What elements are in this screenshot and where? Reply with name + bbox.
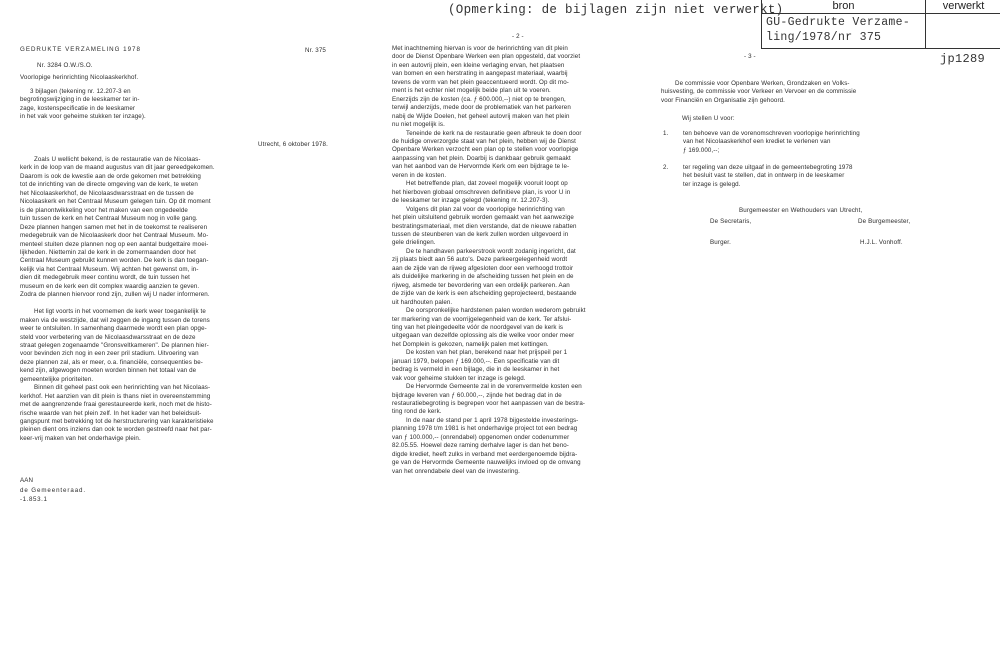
body-line: digde krediet, heeft zulks in verband met eerdergenoemde bijdra-	[392, 450, 578, 458]
page3-page-number: - 3 -	[744, 53, 756, 60]
page3-signoff: Burgemeester en Wethouders van Utrecht,	[739, 207, 863, 214]
page1-date: Utrecht, 6 oktober 1978.	[258, 141, 328, 148]
body-line: in een autovrij plein, een kleine verlaging ervan, het plaatsen	[392, 61, 565, 69]
body-line: weer te ontsluiten. In samenhang daarmede wordt een plan opge-	[20, 325, 207, 333]
body-line: medegebruik van de Nicolaaskerk door het Centraal Museum. Mo-	[20, 232, 209, 240]
body-line: straat gelegen zogenaamde "Gronsveltkameren". De plannen hier-	[20, 341, 209, 349]
body-line: tuin tussen de kerk en het Centraal Museum nog in volle gang.	[20, 215, 198, 223]
body-line: 82.05.55. Hoewel deze raming derhalve lager is dan het beno-	[392, 442, 569, 450]
item-line: ten behoeve van de vorenomschreven voorlopige herinrichting	[683, 130, 860, 137]
page2-page-number: - 2 -	[512, 33, 524, 40]
attachment-line: 3 bijlagen (tekening nr. 12.207-3 en	[30, 88, 131, 95]
body-line: ting van het pleingedeelte vóór de noordgevel van de kerk is	[392, 323, 564, 331]
page1-reference: Nr. 3284 O.W./S.O.	[37, 62, 93, 69]
body-line: tussen de steunberen van de kerk zullen worden uitgevoerd in	[392, 230, 569, 238]
body-line: dien dit medegebruik meer continu wordt, de tuin tussen het	[20, 274, 190, 282]
body-line: In de naar de stand per 1 april 1978 bijgestelde investerings-	[406, 416, 579, 424]
stamp-source-line1: GU-Gedrukte Verzame-	[766, 16, 911, 29]
page1-body	[20, 156, 215, 443]
page3-propose: Wij stellen U voor:	[682, 115, 735, 122]
addressee-line: AAN	[20, 477, 34, 484]
body-line: uit hardhouten palen.	[392, 298, 453, 306]
body-line: Nicolaaskerk en het Centraal Museum gelegen tuin. Op dit moment	[20, 198, 211, 206]
body-line: planning 1978 t/m 1981 is het onderhavige project tot een bedrag	[392, 425, 578, 433]
body-line: met de aangrenzende fraai gerestaureerde kerk, noch met de histo-	[20, 401, 212, 409]
body-line	[20, 300, 215, 308]
body-line: januari 1979, belopen ƒ 169.000,--. Een specificatie van dit	[392, 357, 560, 365]
addressee-line: de Gemeenteraad.	[20, 486, 86, 494]
body-line: menteel stuiten deze plannen nog op een aantal budgettaire moei-	[20, 240, 209, 248]
page1-addressee	[20, 476, 86, 505]
body-line: tot de inrichting van de directe omgeving van de kerk, te weten	[20, 181, 198, 189]
body-line: gangspunt met betrekking tot de herstructurering van karakteristieke	[20, 418, 214, 426]
body-line: lijkheden. Niettemin zal de kerk in de zomermaanden door het	[20, 248, 196, 256]
body-line: aanpassing van het plein. Doarbij is dankbaar gebruik gemaakt	[392, 154, 571, 162]
body-line: gemeentelijke prioriteiten.	[20, 375, 94, 383]
body-line: Het ligt voorts in het voornemen de kerk weer toegankelijk te	[34, 308, 206, 316]
intro-line: De commissie voor Openbare Werken, Grondzaken en Volks-	[675, 80, 850, 87]
body-line: kerkhof. Het aanzien van dit plein is thans niet in overeenstemming	[20, 392, 211, 400]
body-line: het Nicolaaskerkhof, de Nicolaasdwarsstraat en de tussen de	[20, 189, 194, 197]
body-line: de zijde van de kerk is een afscheiding geprojecteerd, bestaande	[392, 290, 577, 298]
intro-line: huisvesting, de commissie voor Verkeer en Vervoer en de commissie	[661, 88, 857, 96]
stamp-processed-code: jp1289	[940, 52, 986, 66]
body-line: steld voor verbetering van de Nicolaasdwarsstraat en de deze	[20, 333, 196, 341]
page3-item-2	[663, 164, 853, 189]
item-line: ter inzage is gelegd.	[683, 180, 741, 188]
page3-secretary-name: Burger.	[710, 239, 731, 246]
page3-secretary-label: De Secretaris,	[710, 218, 752, 225]
body-line: ment is het echter niet mogelijk beide plan uit te voeren.	[392, 87, 551, 95]
body-line: het plein uitsluitend gebruik worden gemaakt van het aanwezige	[392, 214, 574, 222]
body-line: Deze plannen hangen samen met het in de toekomst te realiseren	[20, 223, 208, 231]
body-line: restauratiebegroting is begrepen voor het aanpassen van de bestra-	[392, 400, 586, 408]
body-line: bedrag is vermeld in een bijlage, die in de leeskamer in het	[392, 366, 560, 374]
body-line: De te handhaven parkeerstrook wordt zodanig ingericht, dat	[406, 247, 576, 255]
body-line: kelijk via het Centraal Museum. Wij achten het gewenst om, in-	[20, 265, 199, 273]
body-line: Zodra de plannen hiervoor rond zijn, zullen wij U nader informeren.	[20, 291, 210, 299]
body-line: ting rond de kerk.	[392, 408, 442, 416]
body-line: Teneinde de kerk na de restauratie geen afbreuk te doen door	[406, 129, 582, 137]
page1-title: GEDRUKTE VERZAMELING 1978	[20, 46, 141, 53]
body-line: het hierboven globaal omschreven definitieve plan, is voor U in	[392, 188, 571, 196]
body-line: kend zijn, afgewogen moeten worden binnen het totaal van de	[20, 367, 197, 375]
body-line: zij plaats biedt aan 56 auto's. Deze parkeergelegenheid wordt	[392, 256, 568, 264]
body-line: veren in de kosten.	[392, 171, 447, 179]
body-line: van ƒ 100.000,-- (onrendabel) opgenomen onder codenummer	[392, 433, 570, 441]
body-line: De kosten van het plan, berekend naar het prijspeil per 1	[406, 349, 568, 357]
item-line: ƒ 169.000,--;	[683, 146, 720, 154]
body-line: nu niet mogelijk is.	[392, 121, 445, 129]
page3-intro	[661, 80, 856, 105]
body-line: door de Dienst Openbare Werken een plan opgesteld, dat voorziet	[392, 53, 581, 61]
body-line: van het onrendabele deel van de investering.	[392, 467, 520, 475]
body-line: is de planontwikkeling voor het maken van een ongedeelde	[20, 206, 188, 214]
page3-item-1	[663, 130, 860, 155]
body-line: gele drielingen.	[392, 239, 436, 247]
body-line: De oorspronkelijke hardstenen palen worden wederom gebruikt	[406, 307, 586, 315]
page1-attachments	[20, 88, 146, 122]
body-line: uitgegaan van dezelfde oplossing als die welke voor onder meer	[392, 332, 575, 340]
body-line: maken via de westzijde, dat wil zeggen de ingang tussen de torens	[20, 316, 210, 324]
body-line: van bomen en een herstrating in aangepast materiaal, waarbij	[392, 70, 568, 78]
item-line: het besluit vast te stellen, dat in ontwerp in de leeskamer	[683, 172, 845, 180]
stamp-source-line2: ling/1978/nr 375	[766, 31, 882, 44]
body-line: Binnen dit geheel past ook een herinrichting van het Nicolaas-	[34, 384, 211, 392]
page1-subject: Voorlopige herinrichting Nicolaaskerkhof.	[20, 74, 139, 81]
item-line: ter regeling van deze uitgaaf in de gemeentebegroting 1978	[683, 164, 853, 171]
body-line: kerk in de loop van de maand augustus van dit jaar gereedgekomen.	[20, 164, 215, 172]
attachment-line: begrotingswijziging in de leeskamer ter in-	[20, 96, 140, 104]
body-line: Enerzijds zijn de kosten (ca. ƒ 600.000,--) niet op te brengen,	[392, 95, 566, 103]
page1-number: Nr. 375	[305, 47, 326, 54]
body-line: Daarom is ook de kwestie aan de orde gekomen met betrekking	[20, 172, 201, 180]
stamp-header-divider	[762, 13, 1000, 14]
body-line: aan de zijde van de rijweg afgesloten door een verhoogd trottoir	[392, 264, 574, 272]
page3-mayor-name: H.J.L. Vonhoff.	[860, 239, 903, 246]
body-line: Centraal Museum gebruikt kunnen worden. De kerk is dan toegan-	[20, 257, 209, 265]
body-line: De Hervormde Gemeente zal in de vorenvermelde kosten een	[406, 383, 582, 391]
source-stamp-box	[761, 0, 1000, 49]
body-line: de leeskamer ter inzage gelegd (tekening nr. 12.207-3).	[392, 197, 550, 205]
body-line: ge van de Hervormde Gemeente nauwelijks invloed op de omvang	[392, 459, 581, 467]
body-line: voor bevinden zich nog in een zeer pril stadium. Uitvoering van	[20, 350, 199, 358]
item-number: 2.	[663, 164, 669, 171]
body-line: rijweg, alsmede ter bevordering van een ordelijk parkeren. Aan	[392, 281, 570, 289]
body-line: als duidelijke markering in de afscheiding tussen het plein en de	[392, 273, 574, 281]
body-line: ter markering van de voorrijgelegenheid van de kerk. Ter afslui-	[392, 315, 572, 323]
body-line: Zoals U wellicht bekend, is de restauratie van de Nicolaas-	[34, 156, 201, 163]
body-line: Volgens dit plan zal voor de voorlopige herinrichting van	[406, 205, 565, 213]
page3-mayor-label: De Burgemeester,	[858, 218, 911, 225]
body-line: van het aanbod van de Hervormde Kerk om een bijdrage te le-	[392, 163, 570, 171]
body-line: Het betreffende plan, dat zoveel mogelijk vooruit loopt op	[406, 180, 568, 188]
body-line: terwijl anderzijds, mede door de problematiek van het parkeren	[392, 104, 571, 112]
body-line: rische waarde van het plein zelf. In het kader van het beleidsuit-	[20, 409, 202, 417]
body-line: het Domplein is gekozen, namelijk palen met kettingen.	[392, 340, 549, 348]
body-line: tevens de vorm van het plein geaccentueerd wordt. Op dit mo-	[392, 78, 569, 86]
stamp-header-verwerkt: verwerkt	[942, 0, 985, 12]
body-line: Openbare Werken verzocht een plan op te stellen voor voorlopige	[392, 146, 579, 154]
body-line: pleinen dient ons inziens dan ook te worden gestreefd naar het par-	[20, 426, 212, 434]
body-line: Met inachtneming hiervan is voor de herinrichting van dit plein	[392, 45, 568, 52]
item-number: 1.	[663, 130, 669, 137]
page2-body	[392, 45, 586, 476]
body-line: bestratingsmateriaal, met dien verstande, dat de nieuwe rabatten	[392, 222, 577, 230]
body-line: museum en de kerk een dit complex waardig aanzien te geven.	[20, 282, 200, 290]
attachment-line: zage, kostenspecificatie in de leeskamer	[20, 104, 136, 112]
body-line: nabij de Wijde Doelen, het geheel autovrij maken van het plein	[392, 112, 570, 120]
item-line: van het Nicolaaskerkhof een krediet te verlenen van	[683, 138, 831, 146]
stamp-header-bron: bron	[832, 0, 855, 12]
body-line: keer-vrij maken van het onderhavige plein.	[20, 434, 141, 442]
intro-line: voor Financiën en Organisatie zijn gehoord.	[661, 96, 785, 104]
body-line: de huidige onverzorgde staat van het plein, hebben wij de Dienst	[392, 137, 576, 145]
body-line: vak voor geheime stukken ter inzage is gelegd.	[392, 374, 526, 382]
addressee-line: -1.853.1	[20, 496, 48, 503]
attachment-line: in het vak voor geheime stukken ter inzage).	[20, 113, 146, 121]
body-line: bijdrage leveren van ƒ 60.000,--, zijnde het bedrag dat in de	[392, 391, 562, 399]
body-line: deze plannen zal, als er meer, o.a. financiële, consequenties be-	[20, 358, 203, 366]
processing-remark: (Opmerking: de bijlagen zijn niet verwerkt)	[448, 3, 784, 17]
